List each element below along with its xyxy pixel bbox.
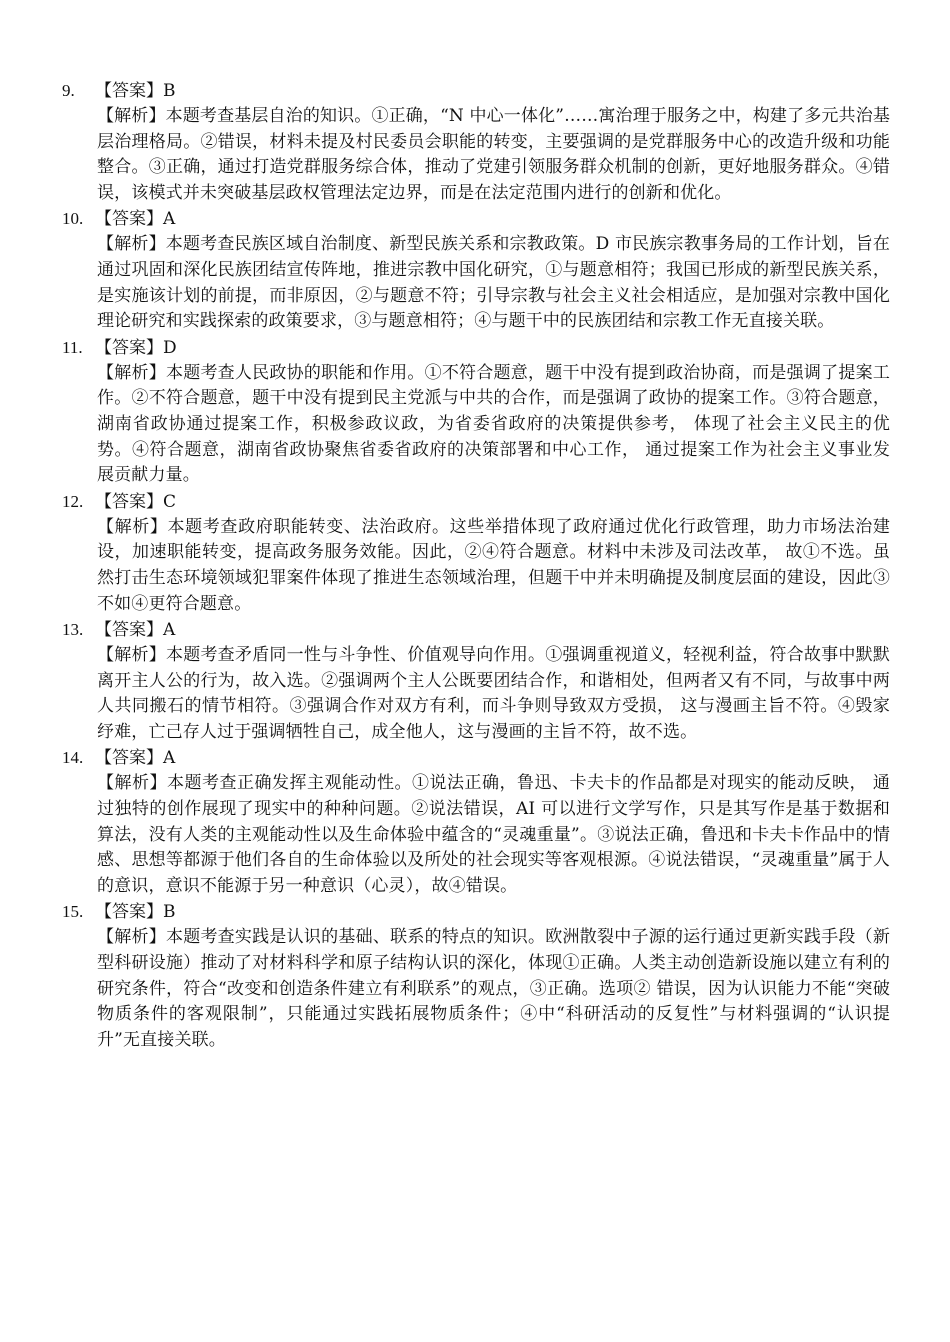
answer-line <box>0 489 950 515</box>
question-15-item <box>0 899 950 1053</box>
analysis-text: 【解析】本题考查民族区域自治制度、新型民族关系和宗教政策。D 市民族宗教事务局的工作计划，旨在通过巩固和深化民族团结宣传阵地，推进宗教中国化研究，①与题意相符；我国已形成的新型民族关系，是实施该计划的前提，而非原因，②与题意不符；引导宗教与社会主义社会相适应，是加强对宗教中国化理论研究和实践探索的政策要求，③与题意相符；④与题干中的民族团结和宗教工作无直接关联。 <box>97 234 890 332</box>
analysis-text: 【解析】本题考查正确发挥主观能动性。①说法正确，鲁迅、卡夫卡的作品都是对现实的能动反映， 通过独特的创作展现了现实中的种种问题。②说法错误，AI 可以进行文学写作，只是其写作是基于数据和算法，没有人类的主观能动性以及生命体验中蕴含的“灵魂重量”。③说法正确，鲁迅和卡夫卡作品中的情感、思想等都源于他们各自的生命体验以及所处的社会现实等客观根源。④说法错误，“灵魂重量”属于人的意识，意识不能源于另一种意识（心灵），故④错误。 <box>97 773 890 896</box>
answer-label: 【答案】A <box>95 620 176 641</box>
question-number: 12. <box>62 491 84 511</box>
answer-line <box>0 206 950 232</box>
answer-line <box>0 78 950 104</box>
answer-line <box>0 899 950 925</box>
analysis-text: 【解析】本题考查实践是认识的基础、联系的特点的知识。欧洲散裂中子源的运行通过更新实践手段（新型科研设施）推动了对材料科学和原子结构认识的深化，体现①正确。人类主动创造新设施以建立有利的研究条件，符合“改变和创造条件建立有利联系”的观点，③正确。选项② 错误，因为认识能力不能“突破物质条件的客观限制”，只能通过实践拓展物质条件；④中“科研活动的反复性”与材料强调的“认识提升”无直接关联。 <box>97 927 890 1050</box>
answer-line <box>0 745 950 771</box>
question-number: 15. <box>62 902 84 922</box>
answer-label: 【答案】A <box>95 748 176 769</box>
answer-label: 【答案】B <box>95 81 176 101</box>
question-number: 13. <box>62 620 84 640</box>
analysis-text: 【解析】本题考查人民政协的职能和作用。①不符合题意，题干中没有提到政治协商，而是强调了提案工作。②不符合题意，题干中没有提到民主党派与中共的合作，而是强调了政协的提案工作。③符合题意，湖南省政协通过提案工作，积极参政议政，为省委省政府的决策提供参考， 体现了社会主义民主的优势。④符合题意，湖南省政协聚焦省委省政府的决策部署和中心工作， 通过提案工作为社会主义事业发展贡献力量。 <box>97 362 890 486</box>
answer-label: 【答案】A <box>95 209 176 230</box>
question-10-item <box>0 206 950 334</box>
question-11-item <box>0 335 950 489</box>
question-number: 11. <box>62 337 83 357</box>
analysis-text: 【解析】本题考查矛盾同一性与斗争性、价值观导向作用。①强调重视道义，轻视利益，符合故事中默默离开主人公的行为，故入选。②强调两个主人公既要团结合作，和谐相处，但两者又有不同，与故事中两人共同搬石的情节相符。③强调合作对双方有利，而斗争则导致双方受损， 这与漫画主旨不符。④毁家纾难，亡己存人过于强调牺牲自己，成全他人，这与漫画的主旨不符，故不选。 <box>97 645 890 742</box>
question-12-item <box>0 489 950 617</box>
answer-label: 【答案】D <box>95 337 177 358</box>
answer-document <box>0 78 950 1053</box>
analysis-text: 【解析】本题考查政府职能转变、法治政府。这些举措体现了政府通过优化行政管理，助力市场法治建设，加速职能转变，提高政务服务效能。因此，②④符合题意。材料中未涉及司法改革， 故①不选。虽然打击生态环境领域犯罪案件体现了推进生态领域治理，但题干中并未明确提及制度层面的建设，因此③不如④更符合题意。 <box>97 516 890 614</box>
question-9-item <box>0 78 950 206</box>
answer-label: 【答案】B <box>95 902 176 923</box>
answer-line <box>0 335 950 361</box>
answer-label: 【答案】C <box>95 491 177 512</box>
question-number: 10. <box>62 209 84 229</box>
question-13-item <box>0 617 950 745</box>
question-number: 9. <box>62 81 75 100</box>
analysis-text: 【解析】本题考查基层自治的知识。①正确，“N 中心一体化”……寓治理于服务之中，构建了多元共治基层治理格局。②错误，材料未提及村民委员会职能的转变，主要强调的是党群服务中心的改造升级和功能整合。③正确，通过打造党群服务综合体，推动了党建引领服务群众机制的创新，更好地服务群众。④错误，该模式并未突破基层政权管理法定边界，而是在法定范围内进行的创新和优化。 <box>97 106 890 203</box>
question-number: 14. <box>62 748 84 768</box>
question-14-item <box>0 745 950 899</box>
answer-line <box>0 617 950 643</box>
